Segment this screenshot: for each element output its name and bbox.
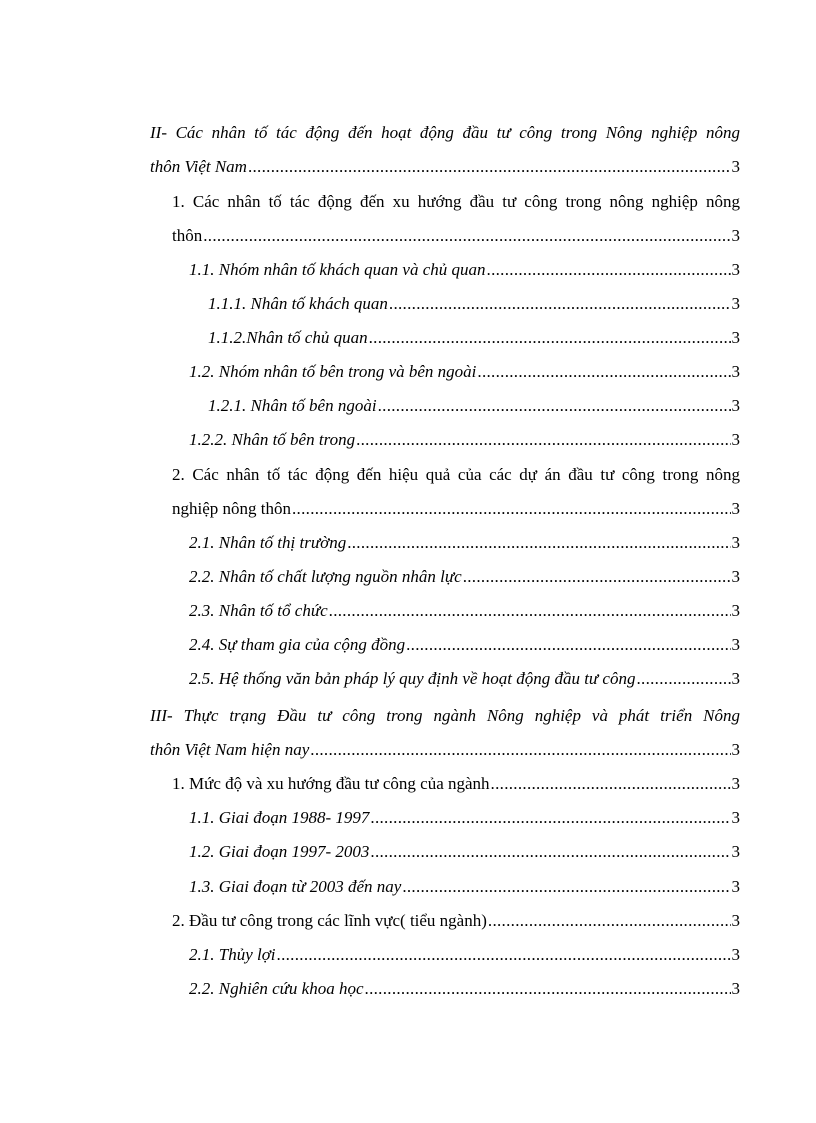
toc-dot-leader [369,327,731,349]
toc-entry [189,807,740,829]
toc-entry [189,532,740,554]
toc-entry [189,361,740,383]
toc-dot-leader [347,532,730,554]
toc-dot-leader [477,361,730,383]
toc-dot-leader [491,773,731,795]
toc-entry [150,705,740,727]
toc-entry [189,259,740,281]
toc-page-number: 3 [731,226,740,245]
toc-dot-leader [402,876,730,898]
toc-entry [150,122,740,144]
toc-entry [189,944,740,966]
toc-entry-title: thôn [172,226,203,245]
toc-entry-title: 2.1. Thủy lợi [189,945,276,964]
toc-page-number: 3 [731,157,740,176]
toc-entry-title: 2.4. Sự tham gia của cộng đồng [189,635,406,654]
toc-entry [189,978,740,1000]
toc-entry-title: 2. Các nhân tố tác động đến hiệu quả của các dự án đầu tư công trong nông [172,465,740,484]
toc-entry-title: 1.2. Giai đoạn 1997- 2003 [189,842,370,861]
toc-page-number: 3 [731,635,740,654]
toc-page-number: 3 [731,945,740,964]
toc-entry-title: 1. Các nhân tố tác động đến xu hướng đầu tư công trong nông nghiệp nông [172,192,740,211]
toc-dot-leader [488,910,731,932]
toc-entry [189,668,740,690]
toc-entry-title: thôn Việt Nam hiện nay [150,740,310,759]
toc-page-number: 3 [731,808,740,827]
toc-entry [189,600,740,622]
toc-dot-leader [365,978,731,1000]
toc-entry-title: thôn Việt Nam [150,157,247,176]
toc-entry-title: 2.3. Nhân tố tổ chức [189,601,328,620]
toc-dot-leader [248,156,731,178]
toc-dot-leader [487,259,731,281]
toc-page-number: 3 [731,499,740,518]
toc-entry [208,395,740,417]
toc-entry-title: III- Thực trạng Đầu tư công trong ngành Nông nghiệp và phát triển Nông [150,706,740,725]
toc-entry [150,739,740,761]
toc-dot-leader [406,634,730,656]
toc-entry-title: 2.2. Nhân tố chất lượng nguồn nhân lực [189,567,462,586]
toc-entry [172,225,740,247]
toc-entry-title: 2. Đầu tư công trong các lĩnh vực( tiểu ngành) [172,911,487,930]
toc-entry-title: 1.2. Nhóm nhân tố bên trong và bên ngoài [189,362,477,381]
toc-dot-leader [370,807,730,829]
toc-dot-leader [310,739,730,761]
toc-page-number: 3 [731,601,740,620]
toc-dot-leader [378,395,731,417]
toc-dot-leader [636,668,730,690]
toc-entry-title: 1. Mức độ và xu hướng đầu tư công của ngành [172,774,490,793]
toc-entry [208,327,740,349]
toc-page-number: 3 [731,533,740,552]
toc-page-number: 3 [731,260,740,279]
toc-entry-title: 1.2.2. Nhân tố bên trong [189,430,356,449]
toc-entry-title: 1.1.2.Nhân tố chủ quan [208,328,368,347]
toc-page-number: 3 [731,842,740,861]
toc-entry [150,156,740,178]
toc-page-number: 3 [731,877,740,896]
toc-entry-title: nghiệp nông thôn [172,499,291,518]
toc-entry [189,876,740,898]
toc-page-number: 3 [731,669,740,688]
toc-dot-leader [203,225,730,247]
toc-entry [189,429,740,451]
toc-dot-leader [370,841,730,863]
toc-dot-leader [389,293,731,315]
toc-entry [172,773,740,795]
toc-dot-leader [329,600,731,622]
toc-entry [189,841,740,863]
toc-page-number: 3 [731,362,740,381]
toc-entry-title: 1.1. Giai đoạn 1988- 1997 [189,808,370,827]
toc-entry [172,910,740,932]
toc-page-number: 3 [731,567,740,586]
toc-entry-title: 1.3. Giai đoạn từ 2003 đến nay [189,877,402,896]
toc-entry-title: 1.1.1. Nhân tố khách quan [208,294,388,313]
toc-dot-leader [277,944,731,966]
toc-entry-title: 1.1. Nhóm nhân tố khách quan và chủ quan [189,260,486,279]
toc-page-number: 3 [731,430,740,449]
toc-entry [189,566,740,588]
toc-entry-title: 1.2.1. Nhân tố bên ngoài [208,396,377,415]
toc-entry [208,293,740,315]
toc-entry [172,498,740,520]
toc-entry [172,191,740,213]
toc-entry-title: 2.5. Hệ thống văn bản pháp lý quy định về hoạt động đầu tư công [189,669,636,688]
toc-dot-leader [463,566,731,588]
toc-page-number: 3 [731,294,740,313]
toc-page-number: 3 [731,396,740,415]
toc-entry-title: 2.2. Nghiên cứu khoa học [189,979,364,998]
toc-dot-leader [356,429,730,451]
toc-page-number: 3 [731,740,740,759]
toc-page-number: 3 [731,328,740,347]
toc-page-number: 3 [731,979,740,998]
toc-entry-title: 2.1. Nhân tố thị trường [189,533,347,552]
toc-dot-leader [292,498,731,520]
toc-entry [189,634,740,656]
toc-entry-title: II- Các nhân tố tác động đến hoạt động đầu tư công trong Nông nghiệp nông [150,123,740,142]
toc-page-number: 3 [731,774,740,793]
toc-page-number: 3 [731,911,740,930]
toc-entry [172,464,740,486]
